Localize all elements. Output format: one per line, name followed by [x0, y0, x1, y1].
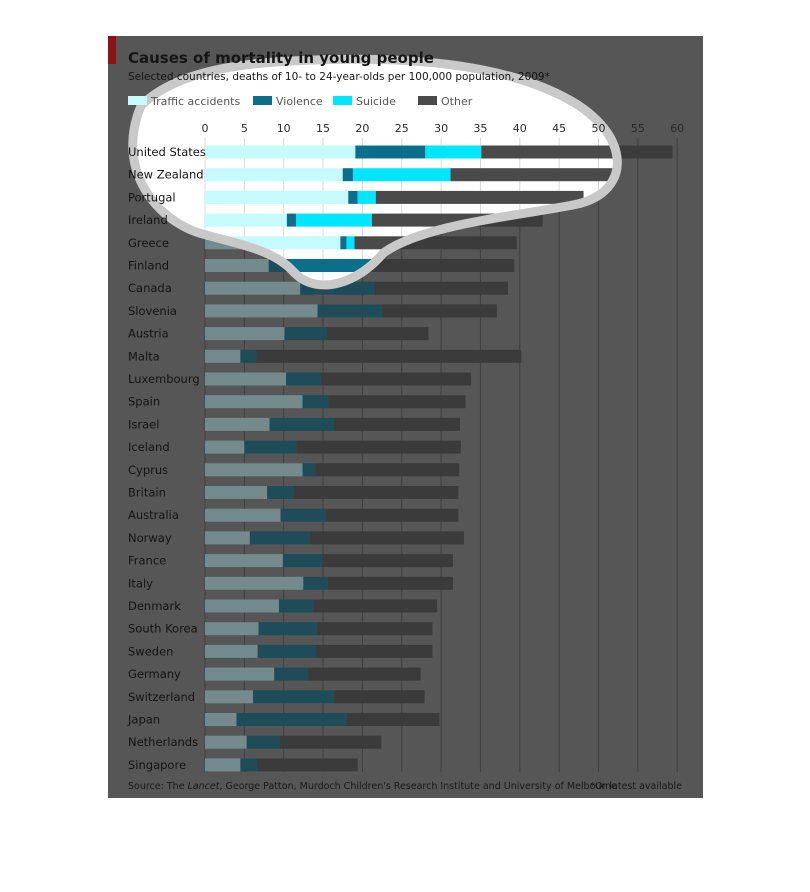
source-note [128, 781, 617, 792]
category-label: Slovenia [128, 303, 177, 318]
bar-segment [205, 191, 348, 204]
legend-swatch [128, 96, 147, 105]
dimmed-bar-segment [253, 690, 334, 703]
category-label: Italy [128, 576, 153, 591]
legend-swatch [253, 96, 272, 105]
dimmed-bar-segment [205, 486, 267, 499]
dimmed-bar-segment [259, 622, 317, 635]
x-tick-label: 45 [552, 122, 567, 135]
dimmed-bar-segment [244, 441, 296, 454]
category-label: Greece [128, 235, 169, 250]
category-label: New Zealand [128, 167, 204, 182]
dimmed-bar-segment [205, 350, 240, 363]
bar-segment [205, 168, 343, 181]
category-label: Malta [128, 349, 160, 364]
bar-segment [348, 191, 357, 204]
dimmed-bar-segment [303, 577, 327, 590]
category-label: Finland [128, 258, 170, 273]
dimmed-bar-segment [316, 645, 432, 658]
category-label: Singapore [128, 757, 187, 772]
bar-segment [343, 168, 353, 181]
bar-segment [340, 236, 346, 249]
dimmed-bar-segment [327, 327, 429, 340]
bar-segment [376, 191, 584, 204]
dimmed-bar-segment [205, 282, 300, 295]
category-label: Sweden [128, 644, 174, 659]
legend-swatch [333, 96, 352, 105]
category-label: South Korea [128, 621, 198, 636]
dimmed-bar-segment [205, 577, 303, 590]
dimmed-bar-segment [205, 327, 284, 340]
dimmed-bar-segment [274, 668, 308, 681]
dimmed-bar-segment [286, 373, 321, 386]
dimmed-bar-segment [329, 395, 466, 408]
dimmed-bar-segment [205, 554, 283, 567]
dimmed-bar-segment [279, 600, 314, 613]
dimmed-bar-segment [318, 304, 383, 317]
dimmed-bar-segment [205, 259, 269, 272]
dimmed-bar-segment [258, 645, 316, 658]
dimmed-bar-segment [205, 600, 279, 613]
legend-label: Violence [276, 95, 323, 108]
dimmed-bar-segment [315, 463, 459, 476]
dimmed-bar-segment [372, 259, 514, 272]
category-label: Spain [128, 394, 161, 409]
dimmed-bar-segment [283, 554, 322, 567]
category-label: Portugal [128, 190, 176, 205]
dimmed-bar-segment [205, 622, 259, 635]
dimmed-bar-segment [334, 690, 425, 703]
x-tick-label: 5 [240, 122, 248, 135]
bar-segment [287, 214, 296, 227]
category-label: Britain [128, 485, 166, 500]
dimmed-bar-segment [308, 668, 421, 681]
dimmed-bar-segment [281, 509, 327, 522]
dimmed-bar-segment [322, 554, 453, 567]
dimmed-bar-segment [328, 577, 453, 590]
dimmed-bar-segment [280, 736, 382, 749]
dimmed-bar-segment [236, 713, 346, 726]
category-label: Netherlands [128, 735, 199, 750]
dimmed-bar-segment [240, 350, 256, 363]
x-tick-label: 30 [434, 122, 449, 135]
dimmed-bar-segment [303, 463, 316, 476]
source-prefix: Source: The [128, 781, 188, 792]
x-tick-label: 35 [473, 122, 488, 135]
category-label: Ireland [128, 213, 168, 228]
x-tick-label: 0 [201, 122, 209, 135]
dimmed-bar-segment [205, 463, 303, 476]
dimmed-bar-segment [317, 622, 433, 635]
category-label: United States [128, 145, 206, 159]
dimmed-bar-segment [284, 327, 326, 340]
chart-subtitle: Selected countries, deaths of 10- to 24-year-olds per 100,000 population, 2009* [128, 71, 550, 83]
category-label: Germany [128, 667, 181, 682]
dimmed-bar-segment [205, 668, 274, 681]
bar-segment [205, 146, 355, 159]
bar-segment [358, 191, 376, 204]
dimmed-bar-segment [267, 486, 294, 499]
dimmed-bar-segment [256, 350, 521, 363]
x-tick-label: 55 [630, 122, 645, 135]
category-label: Canada [128, 281, 172, 296]
bar-segment [205, 214, 287, 227]
dimmed-bar-segment [382, 304, 497, 317]
category-labels [127, 145, 206, 772]
dimmed-bar-segment [270, 418, 335, 431]
dimmed-bar-segment [205, 645, 258, 658]
legend-swatch [418, 96, 437, 105]
legend-label: Traffic accidents [151, 95, 241, 108]
bar-segment [353, 168, 451, 181]
dimmed-bar-segment [205, 441, 244, 454]
category-label: Austria [128, 326, 169, 341]
chart-title: Causes of mortality in young people [128, 49, 434, 67]
category-label: Australia [128, 508, 179, 523]
x-tick-label: 40 [512, 122, 527, 135]
category-label: Denmark [128, 599, 181, 613]
dimmed-bar-segment [205, 395, 303, 408]
x-tick-label: 15 [316, 122, 331, 135]
category-label: France [128, 553, 167, 568]
dimmed-bar-segment [250, 531, 310, 544]
x-tick-label: 60 [670, 122, 685, 135]
dimmed-bar-segment [247, 736, 280, 749]
dimmed-bar-segment [205, 531, 250, 544]
dimmed-bar-segment [205, 690, 253, 703]
dimmed-bar-segment [334, 418, 460, 431]
dimmed-bar-segment [321, 373, 471, 386]
x-tick-label: 50 [591, 122, 606, 135]
legend-label: Suicide [356, 95, 396, 108]
category-label: Norway [128, 530, 172, 545]
source-rest: , George Patton, Murdoch Children's Research Institute and University of Melbourne [219, 781, 618, 792]
x-tick-label: 20 [355, 122, 370, 135]
bar-segment [296, 214, 372, 227]
bar-segment [347, 236, 355, 249]
dimmed-bar-segment [296, 441, 460, 454]
dimmed-bar-segment [294, 486, 458, 499]
dimmed-bar-segment [205, 509, 281, 522]
dimmed-bar-segment [205, 304, 318, 317]
bar-segment [355, 146, 425, 159]
dimmed-bar-segment [303, 395, 329, 408]
category-label: Luxembourg [128, 372, 200, 386]
dimmed-bar-segment [240, 758, 257, 771]
x-tick-label: 25 [394, 122, 409, 135]
dimmed-bar-segment [375, 282, 508, 295]
x-tick-label: 10 [276, 122, 291, 135]
dimmed-bar-segment [205, 736, 247, 749]
category-label: Iceland [128, 440, 170, 455]
category-label: Switzerland [128, 689, 196, 704]
bar-segment [425, 146, 481, 159]
dimmed-bar-segment [314, 600, 438, 613]
source-lancet: Lancet [187, 781, 220, 792]
legend-label: Other [441, 95, 473, 108]
dimmed-bar-segment [326, 509, 458, 522]
dimmed-bar-segment [205, 418, 270, 431]
dimmed-bar-segment [257, 758, 358, 771]
category-label: Israel [128, 417, 160, 432]
dimmed-bar-segment [205, 713, 236, 726]
dimmed-bar-segment [205, 373, 286, 386]
dimmed-bar-segment [347, 713, 440, 726]
dimmed-bar-segment [310, 531, 464, 544]
category-label: Cyprus [128, 462, 169, 477]
latest-available-note: *Or latest available [590, 781, 682, 792]
bar-segment [451, 168, 619, 181]
dimmed-bar-segment [205, 758, 240, 771]
category-label: Japan [128, 712, 161, 727]
